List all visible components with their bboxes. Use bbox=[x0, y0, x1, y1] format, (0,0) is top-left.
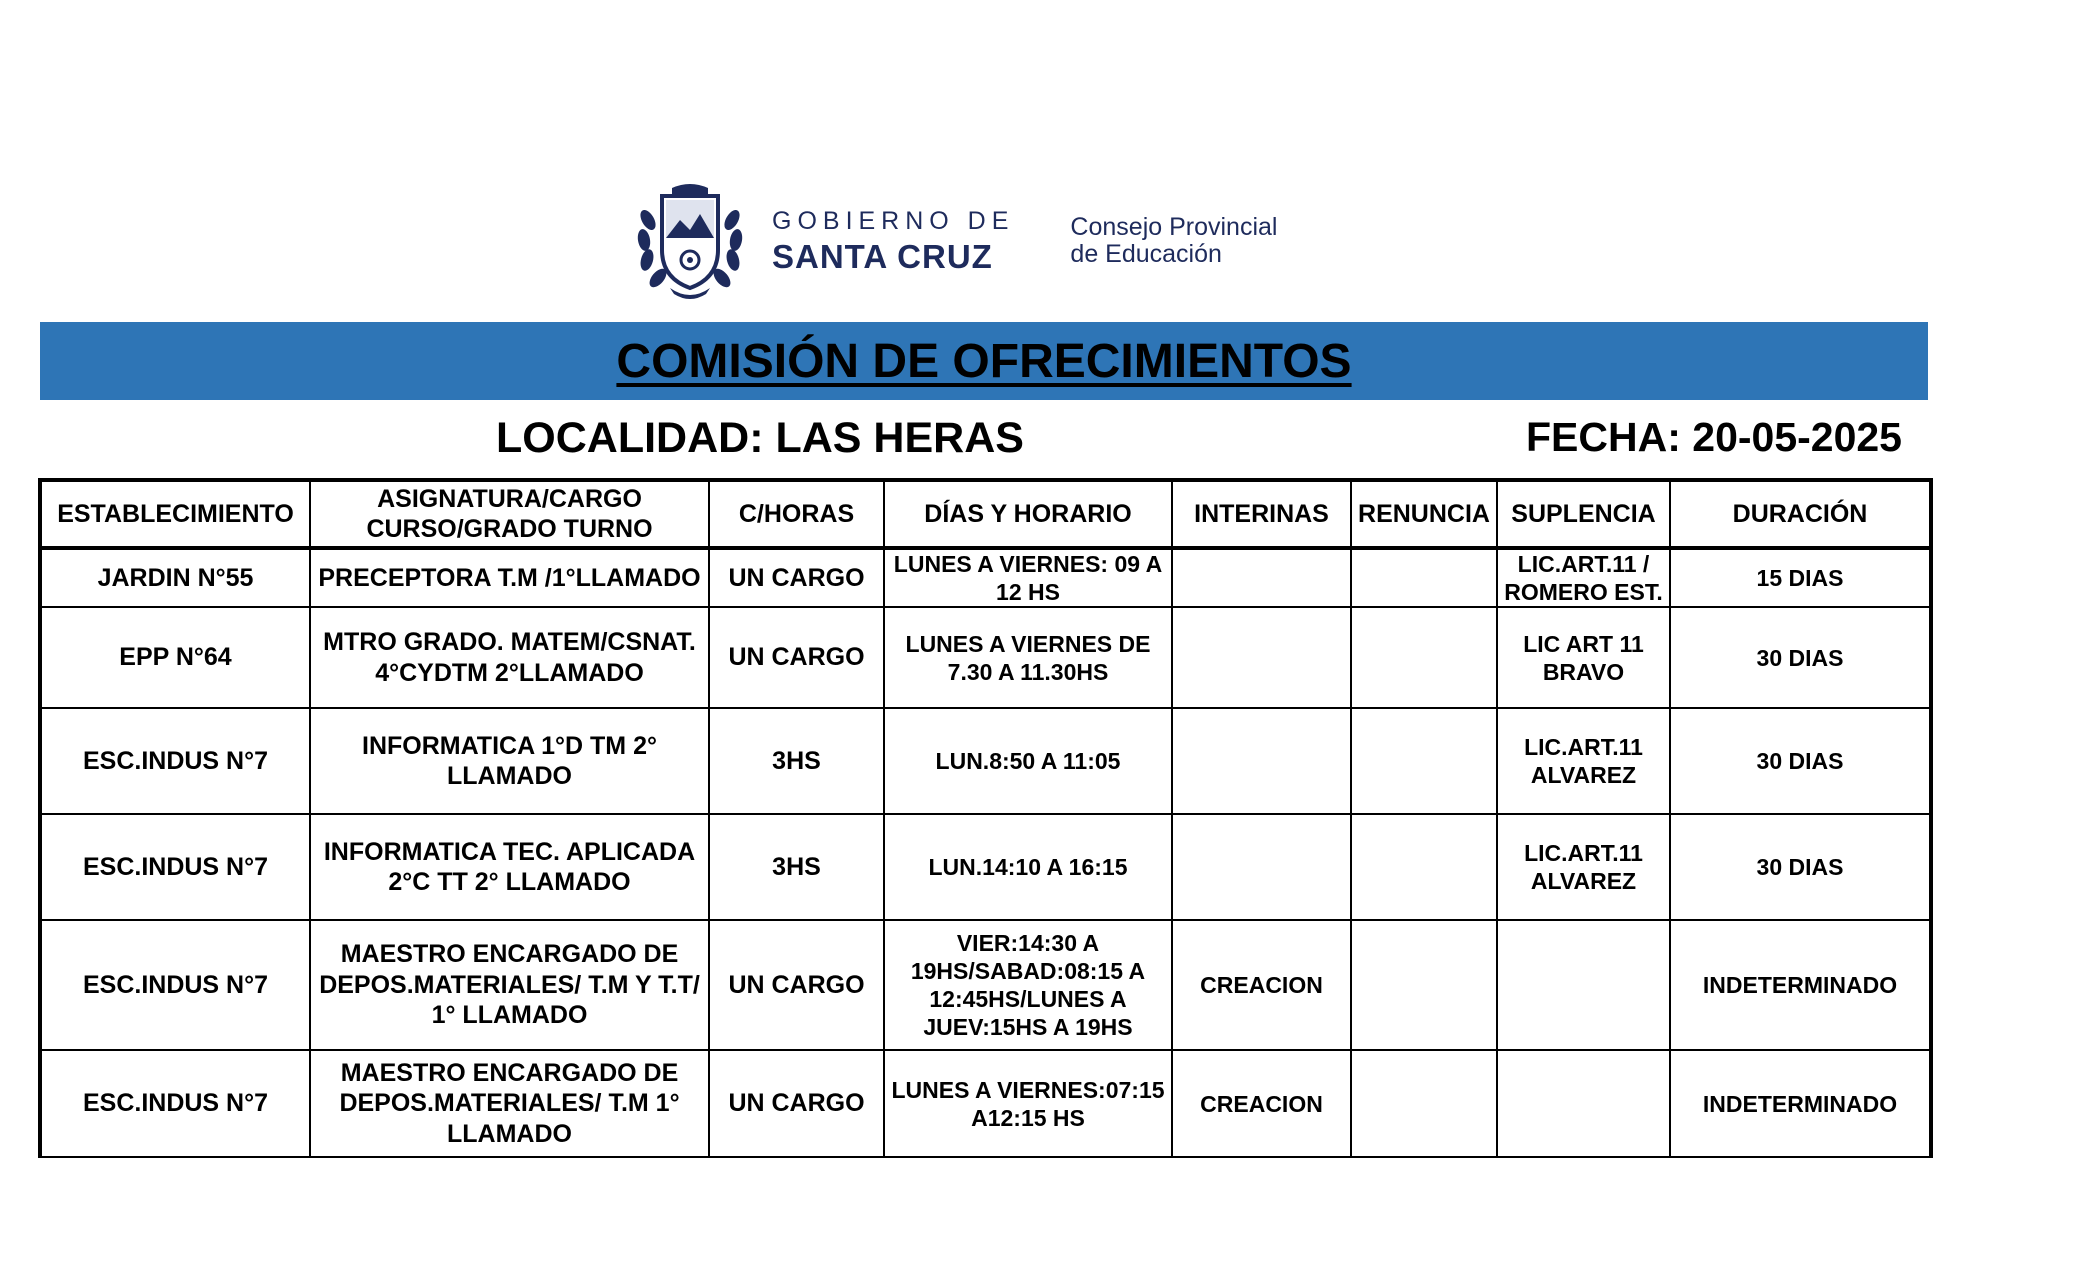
table-row bbox=[40, 920, 1931, 1050]
table-row bbox=[40, 814, 1931, 920]
subject-cell: MTRO GRADO. MATEM/CSNAT. 4°CYDTM 2°LLAMADO bbox=[310, 607, 709, 708]
column-header: DURACIÓN bbox=[1670, 480, 1931, 548]
table-row bbox=[40, 708, 1931, 814]
column-header: ESTABLECIMIENTO bbox=[40, 480, 310, 548]
council-line2: de Educación bbox=[1070, 239, 1222, 268]
duration-cell: 15 DIAS bbox=[1670, 548, 1931, 607]
establishment-cell: ESC.INDUS N°7 bbox=[40, 1050, 310, 1157]
establishment-cell: ESC.INDUS N°7 bbox=[40, 920, 310, 1050]
establishment-cell: ESC.INDUS N°7 bbox=[40, 708, 310, 814]
page-title: COMISIÓN DE OFRECIMIENTOS bbox=[616, 334, 1352, 388]
hours-cell: 3HS bbox=[709, 814, 884, 920]
renuncia-cell bbox=[1351, 708, 1497, 814]
locality-label: LOCALIDAD: LAS HERAS bbox=[496, 414, 1024, 462]
duration-cell: 30 DIAS bbox=[1670, 708, 1931, 814]
header-logo bbox=[636, 178, 1296, 303]
government-line2: SANTA CRUZ bbox=[772, 237, 993, 275]
date-label: FECHA: 20-05-2025 bbox=[1526, 414, 1902, 460]
subject-cell: INFORMATICA TEC. APLICADA 2°C TT 2° LLAMADO bbox=[310, 814, 709, 920]
schedule-cell: LUN.8:50 A 11:05 bbox=[884, 708, 1172, 814]
table-row bbox=[40, 548, 1931, 607]
duration-cell: 30 DIAS bbox=[1670, 607, 1931, 708]
column-header: INTERINAS bbox=[1172, 480, 1351, 548]
table-row bbox=[40, 607, 1931, 708]
government-line1: GOBIERNO DE bbox=[772, 206, 1015, 235]
establishment-cell: JARDIN N°55 bbox=[40, 548, 310, 607]
interinas-cell bbox=[1172, 708, 1351, 814]
schedule-cell: LUNES A VIERNES:07:15 A12:15 HS bbox=[884, 1050, 1172, 1157]
hours-cell: UN CARGO bbox=[709, 548, 884, 607]
government-wordmark bbox=[772, 206, 1015, 275]
schedule-cell: LUN.14:10 A 16:15 bbox=[884, 814, 1172, 920]
subject-cell: PRECEPTORA T.M /1°LLAMADO bbox=[310, 548, 709, 607]
interinas-cell bbox=[1172, 607, 1351, 708]
suplencia-cell: LIC.ART.11 ALVAREZ bbox=[1497, 814, 1670, 920]
renuncia-cell bbox=[1351, 920, 1497, 1050]
table-header-row bbox=[40, 480, 1931, 548]
hours-cell: UN CARGO bbox=[709, 1050, 884, 1157]
establishment-cell: ESC.INDUS N°7 bbox=[40, 814, 310, 920]
hours-cell: UN CARGO bbox=[709, 920, 884, 1050]
council-line1: Consejo Provincial bbox=[1070, 212, 1278, 241]
suplencia-cell: LIC.ART.11 / ROMERO EST. bbox=[1497, 548, 1670, 607]
interinas-cell bbox=[1172, 548, 1351, 607]
schedule-cell: LUNES A VIERNES DE 7.30 A 11.30HS bbox=[884, 607, 1172, 708]
column-header: ASIGNATURA/CARGO CURSO/GRADO TURNO bbox=[310, 480, 709, 548]
establishment-cell: EPP N°64 bbox=[40, 607, 310, 708]
column-header: C/HORAS bbox=[709, 480, 884, 548]
suplencia-cell: LIC ART 11 BRAVO bbox=[1497, 607, 1670, 708]
column-header: DÍAS Y HORARIO bbox=[884, 480, 1172, 548]
suplencia-cell bbox=[1497, 920, 1670, 1050]
schedule-cell: LUNES A VIERNES: 09 A 12 HS bbox=[884, 548, 1172, 607]
renuncia-cell bbox=[1351, 548, 1497, 607]
duration-cell: INDETERMINADO bbox=[1670, 920, 1931, 1050]
hours-cell: 3HS bbox=[709, 708, 884, 814]
interinas-cell: CREACION bbox=[1172, 920, 1351, 1050]
column-header: RENUNCIA bbox=[1351, 480, 1497, 548]
interinas-cell bbox=[1172, 814, 1351, 920]
subject-cell: INFORMATICA 1°D TM 2° LLAMADO bbox=[310, 708, 709, 814]
interinas-cell: CREACION bbox=[1172, 1050, 1351, 1157]
title-band bbox=[40, 322, 1928, 400]
table-row bbox=[40, 1050, 1931, 1157]
subject-cell: MAESTRO ENCARGADO DE DEPOS.MATERIALES/ T.M Y T.T/ 1° LLAMADO bbox=[310, 920, 709, 1050]
subject-cell: MAESTRO ENCARGADO DE DEPOS.MATERIALES/ T.M 1° LLAMADO bbox=[310, 1050, 709, 1157]
council-wordmark bbox=[1070, 212, 1278, 268]
duration-cell: INDETERMINADO bbox=[1670, 1050, 1931, 1157]
provincial-seal-icon bbox=[636, 180, 744, 302]
renuncia-cell bbox=[1351, 607, 1497, 708]
column-header: SUPLENCIA bbox=[1497, 480, 1670, 548]
duration-cell: 30 DIAS bbox=[1670, 814, 1931, 920]
offers-table bbox=[38, 478, 1933, 1158]
renuncia-cell bbox=[1351, 1050, 1497, 1157]
renuncia-cell bbox=[1351, 814, 1497, 920]
suplencia-cell: LIC.ART.11 ALVAREZ bbox=[1497, 708, 1670, 814]
suplencia-cell bbox=[1497, 1050, 1670, 1157]
schedule-cell: VIER:14:30 A 19HS/SABAD:08:15 A 12:45HS/LUNES A JUEV:15HS A 19HS bbox=[884, 920, 1172, 1050]
hours-cell: UN CARGO bbox=[709, 607, 884, 708]
